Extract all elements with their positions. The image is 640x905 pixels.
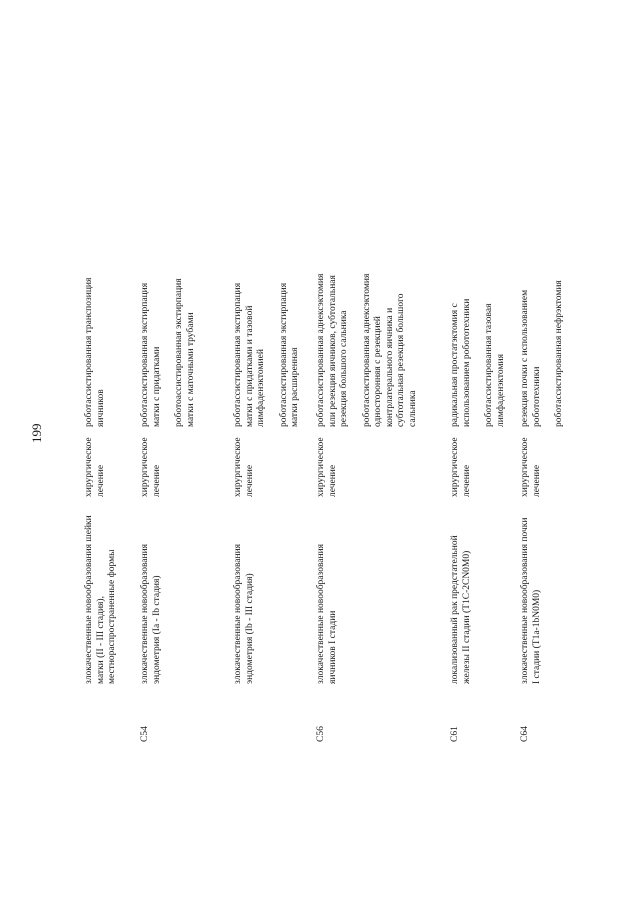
diagnosis-text: локализованный рак предстательной железы II стадии (T1C-2CN0M0) [450, 535, 472, 684]
treatment-type: хирургическое лечение [520, 437, 542, 497]
procedure-item: роботассистированная экстирпация матки с придатками [140, 282, 162, 427]
procedure-list [520, 272, 566, 427]
procedure-list [84, 272, 107, 427]
diagnosis-text: злокачественные новообразования эндометрия (Ib - III стадия) [233, 543, 255, 684]
treatment-type: хирургическое лечение [84, 437, 106, 497]
icd-code: C64 [520, 726, 530, 742]
procedure-item: роботассистированная экстирпация матки расширенная [278, 282, 300, 427]
procedure-item: радикальная простатэктомия с использованием робототехники [450, 298, 472, 427]
procedure-list [316, 272, 419, 427]
procedure-item: роботассистированная аднексэктомия или резекция яичников, субтотальная резекция большого сальника [316, 273, 349, 427]
icd-code: C54 [140, 726, 150, 742]
procedure-list [450, 272, 507, 427]
procedure-item: роботассистированная транспозиция яичников [84, 277, 106, 427]
treatment-type: хирургическое лечение [140, 437, 162, 497]
diagnosis-text: злокачественные новообразования эндометрия (Ia - Ib стадия) [140, 543, 162, 684]
treatment-type: хирургическое лечение [233, 437, 255, 497]
treatment-type: хирургическое лечение [316, 437, 338, 497]
diagnosis-text: злокачественные новообразования шейки матки (II - III стадия), местнораспространенные формы [84, 515, 117, 684]
procedure-item: роботассистированная нефрэктомия [554, 280, 564, 427]
treatment-type: хирургическое лечение [450, 437, 472, 497]
diagnosis-text: злокачественные новообразования почки I стадии (T1a-1bN0M0) [520, 517, 542, 684]
page-number: 199 [29, 423, 44, 443]
diagnosis-text: злокачественные новообразования яичников I стадии [316, 543, 338, 684]
procedure-item: роботассистированная тазовая лимфаденэктомия [484, 303, 506, 427]
icd-code: C56 [316, 726, 326, 742]
procedure-item: роботоассистированная экстирпация матки с маточными трубами [174, 278, 196, 427]
procedure-item: роботассистированная аднексэктомия односторонняя с резекцией контрлатерального яичника и субтотальная резекция большого сальника [361, 273, 418, 427]
procedure-list [140, 272, 197, 427]
icd-code: C61 [450, 726, 460, 742]
procedure-item: резекция почки с использованием робототехники [520, 289, 542, 427]
procedure-list [233, 272, 302, 427]
procedure-item: роботассистированная экстирпация матки с придатками и тазовой лимфаденэктомией [233, 282, 266, 427]
